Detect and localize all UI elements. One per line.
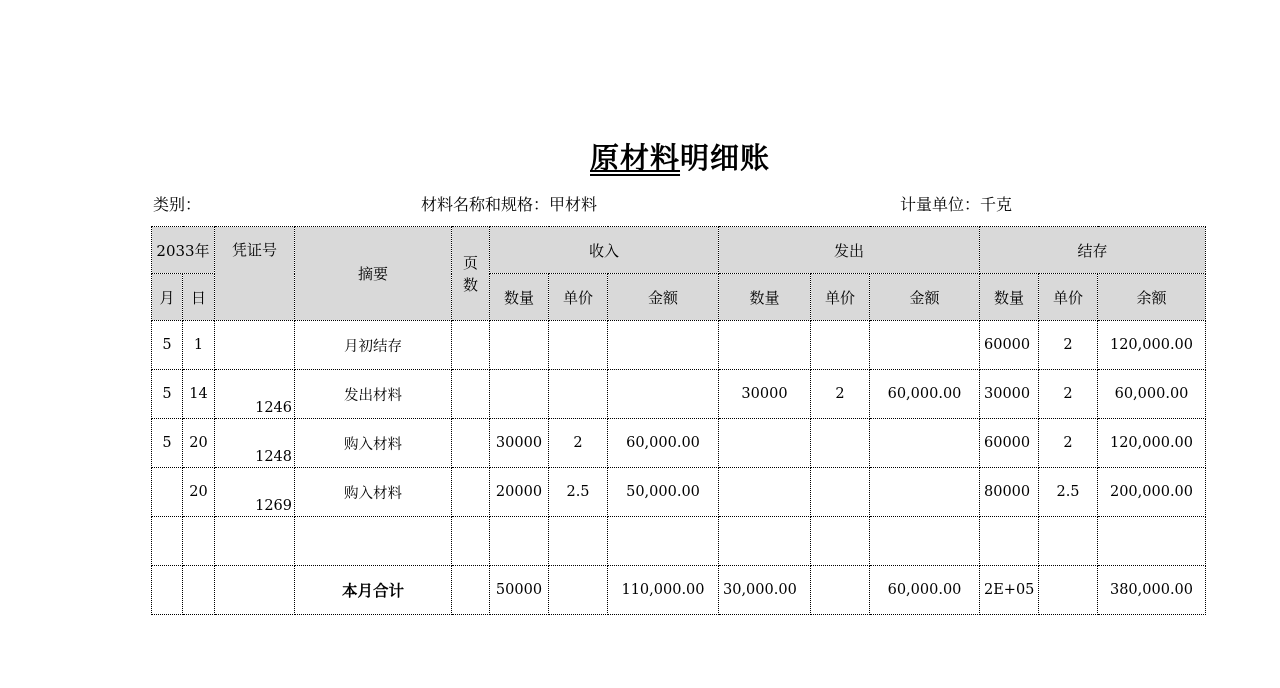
cell-issue-qty — [719, 517, 811, 566]
table-row — [152, 517, 1206, 566]
cell-summary: 发出材料 — [295, 370, 452, 419]
cell-income-price — [549, 370, 608, 419]
cell-balance-remain: 120,000.00 — [1098, 321, 1206, 370]
cell-issue-price — [811, 468, 870, 517]
cell-issue-amount — [870, 468, 980, 517]
cell-issue-qty — [719, 321, 811, 370]
cell-month: 5 — [152, 321, 183, 370]
cell-income-amount: 50,000.00 — [608, 468, 719, 517]
cell-summary — [295, 517, 452, 566]
cell-income-price — [549, 517, 608, 566]
cell-issue-qty — [719, 419, 811, 468]
balance-remain-header: 余额 — [1098, 274, 1206, 321]
cell-income-price: 2.5 — [549, 468, 608, 517]
cell-balance-remain: 60,000.00 — [1098, 370, 1206, 419]
cell-issue-amount — [870, 517, 980, 566]
cell-income-qty — [490, 370, 549, 419]
cell-income-amount — [608, 517, 719, 566]
issue-amount-header: 金额 — [870, 274, 980, 321]
table-row — [152, 468, 1206, 517]
income-price-header: 单价 — [549, 274, 608, 321]
table-row — [152, 370, 1206, 419]
year-header: 2033年 — [152, 227, 215, 274]
cell-balance-price: 2.5 — [1039, 468, 1098, 517]
cell-income-amount: 60,000.00 — [608, 419, 719, 468]
cell-balance-price: 2 — [1039, 419, 1098, 468]
cell-day: 20 — [183, 419, 215, 468]
income-amount-header: 金额 — [608, 274, 719, 321]
cell-issue-price: 2 — [811, 370, 870, 419]
cell-summary: 月初结存 — [295, 321, 452, 370]
category-label: 类别： — [153, 195, 202, 214]
cell-month: 5 — [152, 419, 183, 468]
balance-qty-header: 数量 — [980, 274, 1039, 321]
issue-price-header: 单价 — [811, 274, 870, 321]
cell-issue-amount: 60,000.00 — [870, 370, 980, 419]
cell-day: 14 — [183, 370, 215, 419]
cell-balance-qty: 2E+05 — [980, 566, 1039, 615]
cell-balance-remain: 120,000.00 — [1098, 419, 1206, 468]
income-header: 收入 — [490, 227, 719, 274]
ledger-table — [151, 226, 1206, 615]
cell-issue-price — [811, 517, 870, 566]
cell-income-qty — [490, 321, 549, 370]
unit-label: 计量单位：千克 — [900, 195, 1013, 214]
cell-balance-qty: 80000 — [980, 468, 1039, 517]
cell-month: 5 — [152, 370, 183, 419]
cell-page — [452, 517, 490, 566]
page-title — [590, 136, 770, 177]
cell-voucher — [215, 517, 295, 566]
cell-day — [183, 517, 215, 566]
cell-income-qty: 30000 — [490, 419, 549, 468]
table-row — [152, 566, 1206, 615]
cell-balance-qty: 30000 — [980, 370, 1039, 419]
cell-summary: 购入材料 — [295, 468, 452, 517]
cell-balance-price: 2 — [1039, 370, 1098, 419]
cell-income-amount — [608, 321, 719, 370]
cell-month — [152, 566, 183, 615]
month-header: 月 — [152, 274, 183, 321]
cell-balance-price — [1039, 517, 1098, 566]
cell-balance-remain: 380,000.00 — [1098, 566, 1206, 615]
cell-summary: 购入材料 — [295, 419, 452, 468]
cell-issue-qty — [719, 468, 811, 517]
cell-issue-qty: 30000 — [719, 370, 811, 419]
cell-voucher: 1269 — [215, 468, 295, 517]
cell-month — [152, 517, 183, 566]
title-underlined: 原材料 — [590, 141, 681, 175]
cell-balance-remain — [1098, 517, 1206, 566]
cell-issue-amount — [870, 419, 980, 468]
cell-issue-amount — [870, 321, 980, 370]
cell-balance-price: 2 — [1039, 321, 1098, 370]
cell-income-price — [549, 566, 608, 615]
cell-balance-qty: 60000 — [980, 321, 1039, 370]
cell-issue-qty: 30,000.00 — [719, 566, 811, 615]
cell-summary: 本月合计 — [295, 566, 452, 615]
day-header: 日 — [183, 274, 215, 321]
balance-price-header: 单价 — [1039, 274, 1098, 321]
cell-page — [452, 468, 490, 517]
table-row — [152, 321, 1206, 370]
cell-issue-price — [811, 321, 870, 370]
cell-issue-price — [811, 566, 870, 615]
cell-page — [452, 370, 490, 419]
cell-month — [152, 468, 183, 517]
title-rest: 明细账 — [680, 141, 771, 175]
cell-voucher — [215, 566, 295, 615]
cell-balance-qty — [980, 517, 1039, 566]
issue-qty-header: 数量 — [719, 274, 811, 321]
cell-income-price: 2 — [549, 419, 608, 468]
cell-balance-qty: 60000 — [980, 419, 1039, 468]
income-qty-header: 数量 — [490, 274, 549, 321]
cell-page — [452, 566, 490, 615]
cell-income-amount: 110,000.00 — [608, 566, 719, 615]
cell-income-qty: 50000 — [490, 566, 549, 615]
voucher-header: 凭证号 — [215, 227, 295, 321]
table-row — [152, 419, 1206, 468]
cell-income-price — [549, 321, 608, 370]
cell-issue-price — [811, 419, 870, 468]
cell-day: 1 — [183, 321, 215, 370]
cell-balance-price — [1039, 566, 1098, 615]
cell-balance-remain: 200,000.00 — [1098, 468, 1206, 517]
summary-header: 摘要 — [295, 227, 452, 321]
cell-voucher: 1246 — [215, 370, 295, 419]
cell-voucher — [215, 321, 295, 370]
cell-income-amount — [608, 370, 719, 419]
cell-page — [452, 321, 490, 370]
cell-income-qty: 20000 — [490, 468, 549, 517]
cell-page — [452, 419, 490, 468]
cell-income-qty — [490, 517, 549, 566]
cell-day: 20 — [183, 468, 215, 517]
material-label: 材料名称和规格：甲材料 — [421, 195, 598, 214]
balance-header: 结存 — [980, 227, 1206, 274]
page-header — [452, 227, 490, 321]
page-header-text: 页数 — [462, 253, 478, 294]
cell-voucher: 1248 — [215, 419, 295, 468]
cell-issue-amount: 60,000.00 — [870, 566, 980, 615]
issue-header: 发出 — [719, 227, 980, 274]
cell-day — [183, 566, 215, 615]
